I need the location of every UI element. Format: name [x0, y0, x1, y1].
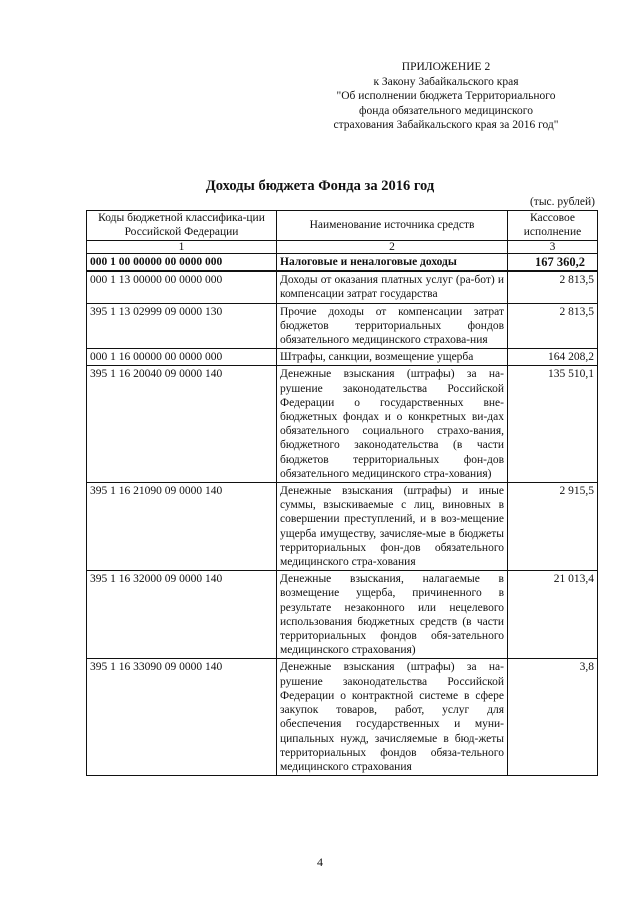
row-name: Денежные взыскания (штрафы) и иные суммы, взыскиваемые с лиц, виновных в совершении преступлений, и в воз-мещение ущерба имуществу, зачисляе-мые в бюджеты территориальных фон-дов обязательного медицинского стра-хования	[277, 483, 508, 571]
row-code: 395 1 16 20040 09 0000 140	[87, 366, 277, 483]
row-code: 395 1 16 21090 09 0000 140	[87, 483, 277, 571]
header-cash-execution: Кассовое исполнение	[508, 211, 598, 241]
header-source-name: Наименование источника средств	[277, 211, 508, 241]
row-name: Денежные взыскания (штрафы) за на-рушение законодательства Российской Федерации о государственных вне-бюджетных фондах и о конкретных ви-дах обязательного социального страхо-вания, бюджетного законодательства (в части бюджетов территориальных фон-дов обязательного медицинского стра-хования)	[277, 366, 508, 483]
row-amount: 2 813,5	[508, 271, 598, 303]
table-row	[87, 659, 598, 776]
row-amount: 3,8	[508, 659, 598, 776]
row-name: Налоговые и неналоговые доходы	[277, 254, 508, 272]
table-header-row	[87, 211, 598, 241]
row-code: 000 1 13 00000 00 0000 000	[87, 271, 277, 303]
header-codes: Коды бюджетной классифика-ции Российской Федерации	[87, 211, 277, 241]
column-number-row	[87, 241, 598, 254]
row-code: 395 1 16 32000 09 0000 140	[87, 571, 277, 659]
row-amount: 164 208,2	[508, 349, 598, 366]
page-title: Доходы бюджета Фонда за 2016 год	[205, 178, 435, 194]
appendix-line: фонда обязательного медицинского	[359, 104, 533, 117]
row-amount: 2 915,5	[508, 483, 598, 571]
row-code: 395 1 16 33090 09 0000 140	[87, 659, 277, 776]
row-code: 000 1 16 00000 00 0000 000	[87, 349, 277, 366]
table-row	[87, 366, 598, 483]
row-name: Доходы от оказания платных услуг (ра-бот) и компенсации затрат государства	[277, 271, 508, 303]
row-amount: 135 510,1	[508, 366, 598, 483]
row-name: Денежные взыскания, налагаемые в возмещение ущерба, причиненного в результате незаконного или нецелевого использования бюджетных средств (в части территориальных фондов обя-зательного медицинского страхования)	[277, 571, 508, 659]
column-number: 1	[87, 241, 277, 254]
row-amount: 21 013,4	[508, 571, 598, 659]
row-name: Денежные взыскания (штрафы) за на-рушение законодательства Российской Федерации о контрактной системе в сфере закупок товаров, работ, услуг для обеспечения государственных и муни-ципальных нужд, зачисляемые в бюд-жеты территориальных фондов обяза-тельного медицинского страхования	[277, 659, 508, 776]
table-row	[87, 571, 598, 659]
table-row	[87, 271, 598, 303]
appendix-line: ПРИЛОЖЕНИЕ 2	[401, 61, 491, 73]
table-row	[87, 483, 598, 571]
revenue-table	[86, 210, 598, 776]
row-amount: 2 813,5	[508, 303, 598, 349]
table-row	[87, 349, 598, 366]
table-row	[87, 254, 598, 272]
row-code: 000 1 00 00000 00 0000 000	[87, 254, 277, 272]
row-amount: 167 360,2	[508, 254, 598, 272]
units-label: (тыс. рублей)	[529, 196, 595, 208]
appendix-line: к Закону Забайкальского края	[373, 75, 519, 88]
table-row	[87, 303, 598, 349]
row-name: Штрафы, санкции, возмещение ущерба	[277, 349, 508, 366]
appendix-line: "Об исполнении бюджета Территориального	[336, 90, 556, 102]
row-code: 395 1 13 02999 09 0000 130	[87, 303, 277, 349]
column-number: 3	[508, 241, 598, 254]
row-name: Прочие доходы от компенсации затрат бюджетов территориальных фондов обязательного медицинского страхова-ния	[277, 303, 508, 349]
column-number: 2	[277, 241, 508, 254]
appendix-header	[296, 60, 596, 133]
appendix-line: страхования Забайкальского края за 2016 год"	[333, 119, 559, 131]
page-number: 4	[317, 855, 323, 869]
